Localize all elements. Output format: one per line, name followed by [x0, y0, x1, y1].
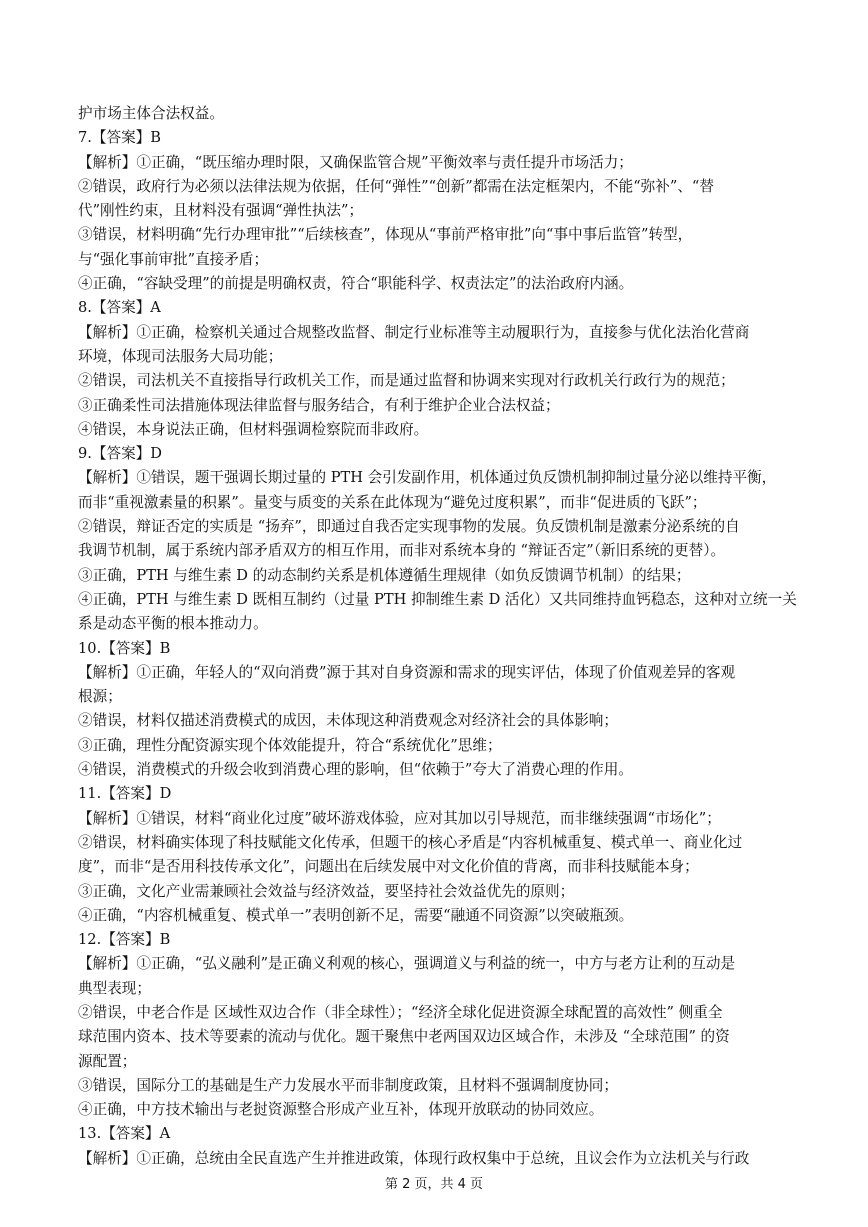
text-line: 【解析】①正确，检察机关通过合规整改监督、制定行业标准等主动履职行为，直接参与优化法治化营商: [78, 323, 750, 341]
text-line: ②错误，政府行为必须以法律法规为依据，任何“弹性”“创新”都需在法定框架内，不能“弥补”、“替: [78, 177, 714, 195]
text-line: 典型表现；: [78, 979, 151, 997]
text-line: 球范围内资本、技术等要素的流动与优化。题干聚焦中老两国双边区域合作，未涉及 “全球范围” 的资: [78, 1028, 730, 1046]
answer-line: 11.【答案】D: [78, 785, 172, 803]
text-line: ②错误，辩证否定的实质是 “扬弃”，即通过自我否定实现事物的发展。负反馈机制是激素分泌系统的自: [78, 518, 740, 536]
answer-line: 9.【答案】D: [78, 445, 162, 463]
answer-line: 12.【答案】B: [78, 931, 171, 949]
text-line: 【解析】①错误，题干强调长期过量的 PTH 会引发副作用，机体通过负反馈机制抑制过量分泌以维持平衡，: [78, 469, 777, 487]
text-line: 度”，而非“是否用科技传承文化”，问题出在后续发展中对文化价值的背离，而非科技赋能本身；: [78, 858, 699, 876]
text-line: ②错误，材料仅描述消费模式的成因，未体现这种消费观念对经济社会的具体影响；: [78, 712, 618, 730]
answer-line: 8.【答案】A: [78, 299, 161, 317]
text-line: 与“强化事前审批”直接矛盾；: [78, 250, 269, 268]
text-line: ②错误，司法机关不直接指导行政机关工作，而是通过监督和协调来实现对行政机关行政行为的规范；: [78, 372, 735, 390]
text-line: ③错误，国际分工的基础是生产力发展水平而非制度政策，且材料不强调制度协同；: [78, 1076, 618, 1094]
text-line: 【解析】①正确，年轻人的“双向消费”源于其对自身资源和需求的现实评估，体现了价值观差异的客观: [78, 663, 736, 681]
text-line: 护市场主体合法权益。: [78, 105, 224, 122]
page-footer: 第 2 页，共 4 页: [384, 1177, 484, 1192]
text-line: 【解析】①正确，“既压缩办理时限，又确保监管合规”平衡效率与责任提升市场活力；: [78, 153, 633, 171]
text-line: ④错误，消费模式的升级会收到消费心理的影响，但“依赖于”夸大了消费心理的作用。: [78, 761, 633, 779]
text-line: ④正确，PTH 与维生素 D 既相互制约（过量 PTH 抑制维生素 D 活化）又共同维持血钙稳态，这种对立统一关: [78, 590, 797, 608]
text-line: ④正确，中方技术输出与老挝资源整合形成产业互补，体现开放联动的协同效应。: [78, 1101, 604, 1119]
text-line: ③错误，材料明确“先行办理审批”“后续核查”，体现从“事前严格审批”向“事中事后监管”转型，: [78, 226, 693, 244]
text-line: ②错误，中老合作是 区域性双边合作（非全球性）；“经济全球化促进资源全球配置的高效性” 侧重全: [78, 1003, 723, 1021]
text-line: ②错误，材料确实体现了科技赋能文化传承，但题干的核心矛盾是“内容机械重复、模式单一、商业化过: [78, 833, 743, 851]
text-line: 代”刚性约束，且材料没有强调“弹性执法”；: [78, 202, 364, 220]
text-line: ③正确，理性分配资源实现个体效能提升，符合“系统优化”思维；: [78, 736, 502, 754]
text-line: 源配置；: [78, 1052, 137, 1070]
text-line: ④错误，本身说法正确，但材料强调检察院而非政府。: [78, 420, 429, 438]
text-line: ③正确柔性司法措施体现法律监督与服务结合，有利于维护企业合法权益；: [78, 396, 560, 414]
text-line: 【解析】①正确，总统由全民直选产生并推进政策，体现行政权集中于总统，且议会作为立法机关与行政: [78, 1149, 750, 1167]
text-line: 环境，体现司法服务大局功能；: [78, 347, 283, 365]
text-line: 【解析】①正确，“弘义融利”是正确义利观的核心，强调道义与利益的统一，中方与老方让利的互动是: [78, 955, 736, 973]
text-line: 系是动态平衡的根本推动力。: [78, 615, 268, 633]
text-line: ③正确，文化产业需兼顾社会效益与经济效益，要坚持社会效益优先的原则；: [78, 882, 575, 900]
answer-line: 7.【答案】B: [78, 129, 162, 147]
text-line: 根源；: [78, 688, 122, 706]
answer-line: 10.【答案】B: [78, 639, 171, 657]
text-line: 而非“重视激素量的积累”。量变与质变的关系在此体现为“避免过度积累”，而非“促进质的飞跃”；: [78, 493, 707, 511]
text-line: ④正确，“容缺受理”的前提是明确权责，符合“职能科学、权责法定”的法治政府内涵。: [78, 275, 634, 293]
answer-line: 13.【答案】A: [78, 1125, 171, 1143]
text-line: 【解析】①错误，材料“商业化过度”破坏游戏体验，应对其加以引导规范，而非继续强调“市场化”；: [78, 809, 721, 827]
document-body: [78, 102, 797, 1171]
text-line: ④正确，“内容机械重复、模式单一”表明创新不足，需要“融通不同资源”以突破瓶颈。: [78, 906, 634, 924]
text-line: ③正确，PTH 与维生素 D 的动态制约关系是机体遵循生理规律（如负反馈调节机制）的结果；: [78, 566, 691, 584]
text-line: 我调节机制，属于系统内部矛盾双方的相互作用，而非对系统本身的 “辩证否定”（新旧系统的更替）。: [78, 542, 726, 560]
